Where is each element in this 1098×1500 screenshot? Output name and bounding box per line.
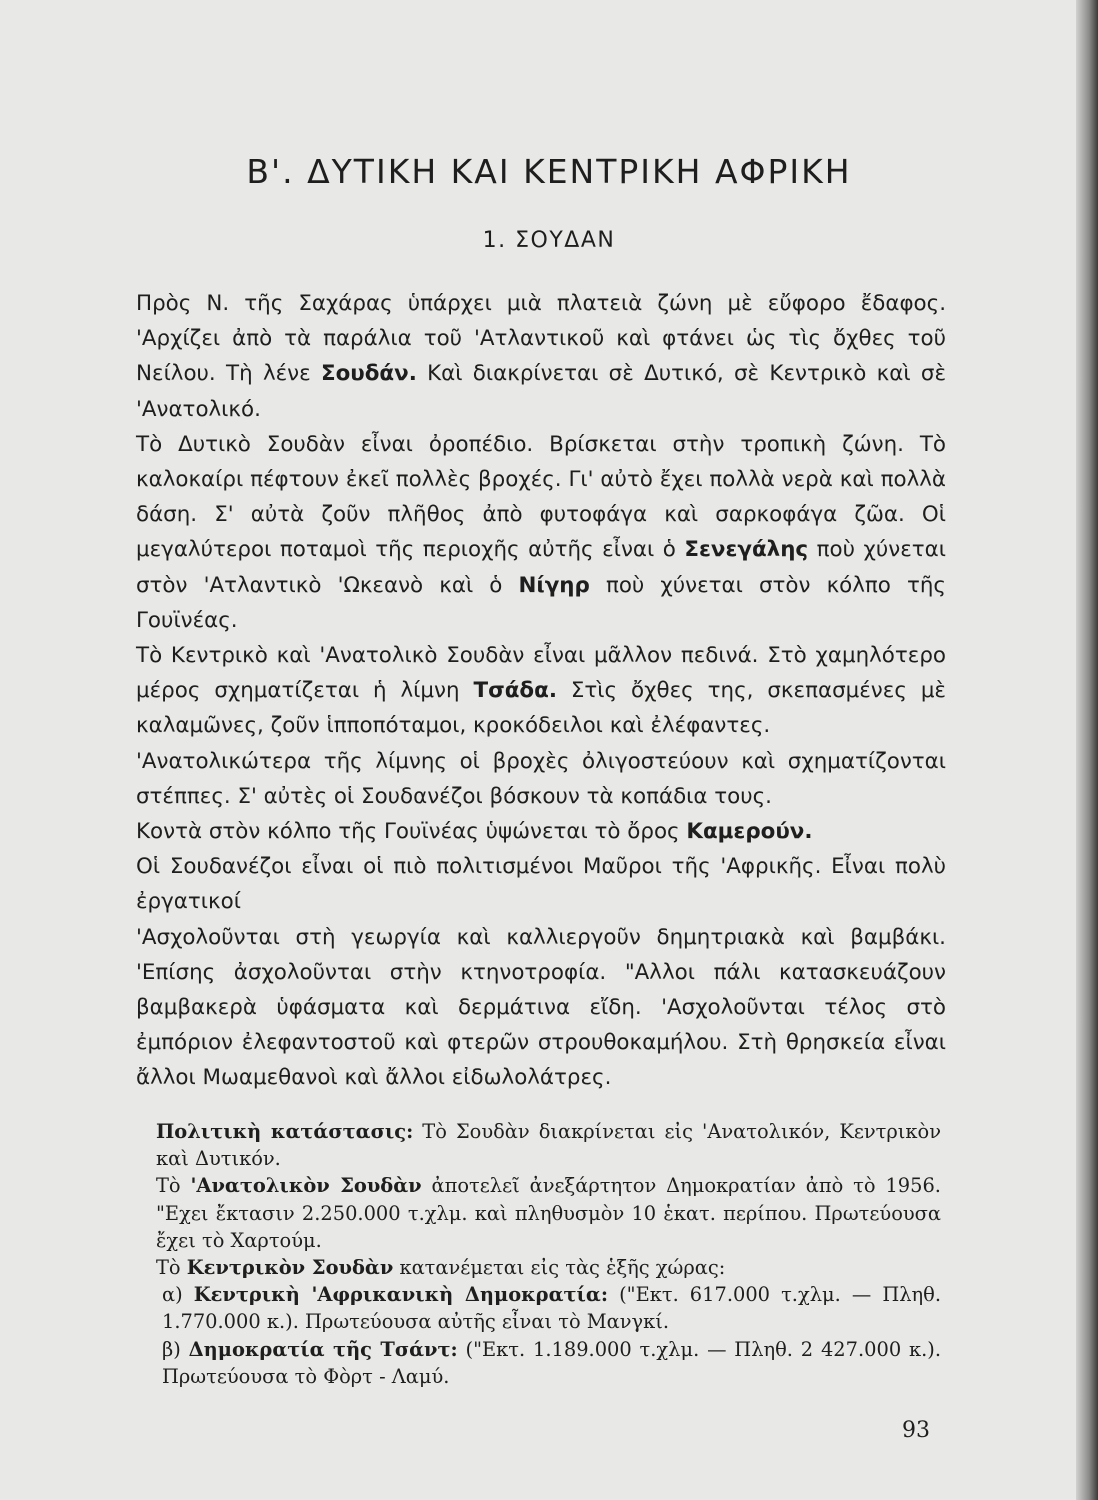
section-subtitle: 1. ΣΟΥΔΑΝ: [482, 228, 616, 253]
page-edge-shadow: [1076, 0, 1098, 1500]
chad-marker: β): [162, 1337, 189, 1361]
senegal-term: Σενεγάλης: [684, 537, 809, 563]
niger-term: Νίγηρ: [518, 572, 590, 598]
car-text: ("Εκτ. 617.000 τ.χλμ. — Πληθ. 1.770.000 κ.). Πρωτεύουσα αὐτῆς εἶναι τὸ Μανγκί.: [162, 1283, 941, 1334]
political-intro: [126, 1118, 941, 1172]
paragraph-3-tail: Στὶς ὄχθες της, σκεπασμένες μὲ καλαμῶνες, ζοῦν ἱπποπόταμοι, κροκόδειλοι καὶ ἐλέφαντες.: [136, 678, 946, 739]
paragraph-3: [136, 638, 946, 744]
paragraph-2-tail: ποὺ χύνεται στὸν κόλπο τῆς Γουϊνέας.: [136, 572, 946, 633]
paragraph-1: [136, 286, 946, 427]
political-label: Πολιτικὴ κατάστασις:: [156, 1120, 414, 1143]
car-paragraph: [126, 1281, 941, 1335]
paragraph-7: 'Ασχολοῦνται στὴ γεωργία καὶ καλλιεργοῦν δημητριακὰ καὶ βαμβάκι. 'Επίσης ἀσχολοῦνται στὴν κτηνοτροφία. "Αλλοι πάλι κατασκευάζουν βαμβακερὰ ὑφάσματα καὶ δερμάτινα εἴδη. 'Ασχολοῦνται τέλος στὸ ἐμπόριον ἐλεφαντοστοῦ καὶ φτερῶν στρουθοκαμήλου. Στὴ θρησκεία εἶναι ἄλλοι Μωαμεθανοὶ καὶ ἄλλοι εἰδωλολάτρες.: [136, 924, 946, 1091]
east-sudan-text: ἀποτελεῖ ἀνεξάρτητον Δημοκρατίαν ἀπὸ τὸ 1956. "Εχει ἔκτασιν 2.250.000 τ.χλμ. καὶ πληθυσμὸν 10 ἑκατ. περίπου. Πρωτεύουσα ἔχει τὸ Χαρτούμ.: [156, 1174, 941, 1252]
paragraph-2-text: Τὸ Δυτικὸ Σουδὰν εἶναι ὀροπέδιο. Βρίσκεται στὴν τροπικὴ ζώνη. Τὸ καλοκαίρι πέφτουν ἐκεῖ πολλὲς βροχές. Γι' αὐτὸ ἔχει πολλὰ νερὰ καὶ πολλὰ δάση. Σ' αὐτὰ ζοῦν πλῆθος ἀπὸ φυτοφάγα καὶ σαρκοφάγα ζῶα. Οἱ μεγαλύτεροι ποταμοὶ τῆς περιοχῆς αὐτῆς εἶναι ὁ: [136, 431, 946, 563]
central-sudan-paragraph: [126, 1254, 941, 1281]
chad-paragraph: [126, 1336, 941, 1390]
paragraph-5-text: Κοντὰ στὸν κόλπο τῆς Γουϊνέας ὑψώνεται τὸ ὄρος: [136, 819, 687, 845]
political-intro-text: Τὸ Σουδὰν διακρίνεται εἰς 'Ανατολικόν, Κεντρικὸν καὶ Δυτικόν.: [156, 1120, 941, 1171]
chad-term: Δημοκρατία τῆς Τσάντ:: [188, 1337, 458, 1361]
chad-lake-term: Τσάδα.: [473, 678, 557, 704]
car-marker: α): [162, 1283, 194, 1307]
paragraph-3-text: Τὸ Κεντρικὸ καὶ 'Ανατολικὸ Σουδὰν εἶναι μᾶλλον πεδινά. Στὸ χαμηλότερο μέρος σχηματίζεται ἡ λίμνη: [136, 643, 946, 704]
car-term: Κεντρικὴ 'Αφρικανικὴ Δημοκρατία:: [193, 1283, 608, 1307]
paragraph-1-tail: Καὶ διακρίνεται σὲ Δυτικό, σὲ Κεντρικὸ καὶ σὲ 'Ανατολικό.: [136, 361, 947, 422]
central-sudan-text: κατανέμεται εἰς τὰς ἑξῆς χώρας:: [393, 1256, 726, 1280]
cameroon-term: Καμερούν.: [686, 819, 813, 845]
political-section: [126, 1118, 941, 1390]
sudan-term: Σουδάν.: [320, 361, 417, 387]
chad-text: ("Εκτ. 1.189.000 τ.χλμ. — Πληθ. 2 427.000 κ.). Πρωτεύουσα τὸ Φὸρτ - Λαμύ.: [162, 1337, 941, 1388]
central-sudan-lead: Τὸ: [156, 1256, 187, 1280]
paragraph-1-text: Πρὸς Ν. τῆς Σαχάρας ὑπάρχει μιὰ πλατειὰ ζώνη μὲ εὔφορο ἔδαφος. 'Αρχίζει ἀπὸ τὰ παράλια τοῦ 'Ατλαντικοῦ καὶ φτάνει ὡς τὶς ὄχθες τοῦ Νείλου. Τὴ λένε: [136, 291, 946, 387]
paragraph-6: Οἱ Σουδανέζοι εἶναι οἱ πιὸ πολιτισμένοι Μαῦροι τῆς 'Αφρικῆς. Εἶναι πολὺ ἐργατικοί: [136, 854, 946, 915]
paragraph-4: 'Ανατολικώτερα τῆς λίμνης οἱ βροχὲς ὀλιγοστεύουν καὶ σχηματίζονται στέππες. Σ' αὐτὲς οἱ Σουδανέζοι βόσκουν τὰ κοπάδια τους.: [136, 748, 946, 809]
paragraph-2: [136, 427, 946, 638]
paragraph-5: [136, 814, 946, 849]
main-text: [136, 286, 946, 1096]
east-sudan-term: 'Ανατολικὸν Σουδὰν: [190, 1174, 422, 1198]
paragraph-2-mid: ποὺ χύνεται στὸν 'Ατλαντικὸ 'Ωκεανὸ καὶ ὁ: [136, 537, 947, 598]
east-sudan-paragraph: [126, 1172, 941, 1254]
page-number: 93: [902, 1418, 930, 1443]
central-sudan-term: Κεντρικὸν Σουδὰν: [186, 1256, 394, 1280]
east-sudan-lead: Τὸ: [156, 1174, 191, 1198]
page-title: Β'. ΔΥΤΙΚΗ ΚΑΙ ΚΕΝΤΡΙΚΗ ΑΦΡΙΚΗ: [246, 152, 852, 191]
